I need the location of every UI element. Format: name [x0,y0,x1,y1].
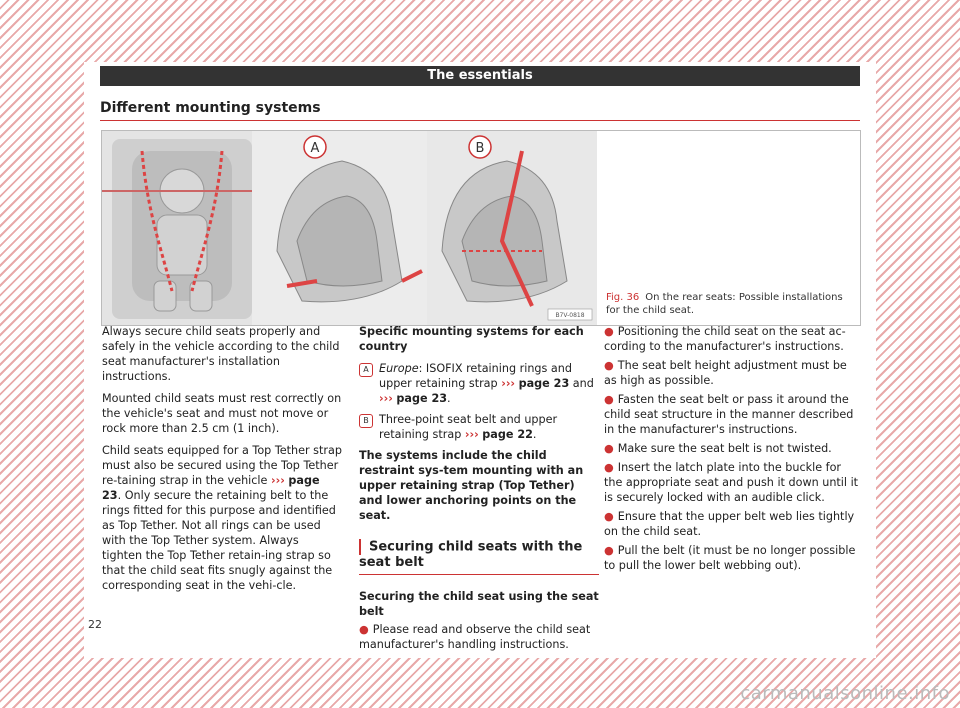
page-number: 22 [88,618,102,631]
paragraph-3 [102,443,342,593]
systems-note: The systems include the child restraint sys-tem mounting with an upper retaining strap (Top Tether) and lower anchoring points on the seat. [359,449,584,522]
page-ref-arrow: ››› [379,392,393,405]
item-a-region: Europe [379,362,419,375]
chapter-header: The essentials [100,66,860,86]
bullet-icon: ● [604,325,614,338]
badge-a: A [359,363,373,377]
bullet-icon: ● [604,510,614,523]
page-ref-link[interactable]: page 23 [396,392,448,405]
bullet-text: Positioning the child seat on the seat ac-cording to the manufacturer's instructions. [604,325,846,353]
bullet-text: Pull the belt (it must be no longer possible to pull the lower belt webbing out). [604,544,856,572]
item-b-text: Three-point seat belt and upper retaining strap [379,413,558,441]
bullet-icon: ● [604,359,614,372]
page-ref-arrow: ››› [270,474,285,487]
subsection-title-text: Securing child seats with the seat belt [359,539,583,570]
column-1 [102,324,342,600]
bullet-icon: ● [604,461,614,474]
watermark: carmanualsonline.info [740,683,950,704]
item-a-text: : ISOFIX retaining rings and upper retaining strap [379,362,572,390]
page-ref-link[interactable]: page 22 [482,428,533,441]
bullet-icon: ● [359,623,369,636]
bullet-icon: ● [604,393,614,406]
bullet-item [604,509,860,539]
figure-caption [606,291,856,317]
item-a-end: . [447,392,451,405]
list-item-b [359,412,599,442]
child-seat-illustration [102,131,597,325]
page-ref-arrow: ››› [464,428,479,441]
figure-number: Fig. 36 [606,292,640,303]
child-seat-drawing [102,131,597,325]
page-ref-arrow: ››› [501,377,516,390]
list-item-a [359,361,599,406]
figure-code: B7V-0818 [555,312,585,319]
figure-label-b: B [475,141,485,156]
badge-b: B [359,414,373,428]
bullet-item [604,392,860,437]
figure-36 [101,130,861,326]
bullet-icon: ● [604,544,614,557]
seat-belt-heading: Securing the child seat using the seat belt [359,590,599,618]
paragraph-2: Mounted child seats must rest correctly on the vehicle's seat and must not move or rock more than 2.5 cm (1 inch). [102,392,342,435]
bullet-text: Fasten the seat belt or pass it around the child seat structure in the manner described in the manufacturer's instructions. [604,393,854,436]
subsection-marker [359,539,361,555]
bullet-item [604,441,860,456]
bullet-item [604,460,860,505]
paragraph-3-end: . Only secure the retaining belt to the rings fitted for this purpose and identified as Top Tether. Not all rings can be used with the Top Tether system. Always tighten the Top Tether retain-ing strap so that the child seat fits snugly against the corresponding seat in the vehi-cle. [102,489,336,592]
bullet-text: The seat belt height adjustment must be as high as possible. [604,359,847,387]
column-2 [359,324,599,659]
bullet-item [604,358,860,388]
paragraph-3-start: Child seats equipped for a Top Tether strap must also be secured using the Top Tether re-taining strap in the vehicle [102,444,342,487]
bullet-item [359,622,599,652]
bullet-text: Ensure that the upper belt web lies tightly on the child seat. [604,510,855,538]
figure-caption-text: On the rear seats: Possible installations for the child seat. [606,292,843,316]
item-b-end: . [532,428,537,441]
title-divider [100,120,860,121]
bullet-text: Make sure the seat belt is not twisted. [617,442,832,455]
section-title: Different mounting systems [100,100,321,116]
bullet-item [604,324,860,354]
bullet-text: Insert the latch plate into the buckle for the appropriate seat and push it down until it is securely locked with an audible click. [604,461,859,504]
country-systems-heading: Specific mounting systems for each country [359,325,584,353]
item-a-and: and [569,377,594,390]
paragraph-1: Always secure child seats properly and safely in the vehicle according to the child seat manufacturer's installation instructions. [102,325,340,383]
column-3 [604,324,860,577]
manual-page [84,62,876,658]
figure-label-a: A [310,141,320,156]
bullet-icon: ● [604,442,614,455]
bullet-item [604,543,860,573]
bullet-text: Please read and observe the child seat manufacturer's handling instructions. [359,623,591,651]
page-ref-link[interactable]: page 23 [518,377,570,390]
subsection-title [359,539,599,575]
page-ref-link[interactable]: page 23 [102,474,320,502]
